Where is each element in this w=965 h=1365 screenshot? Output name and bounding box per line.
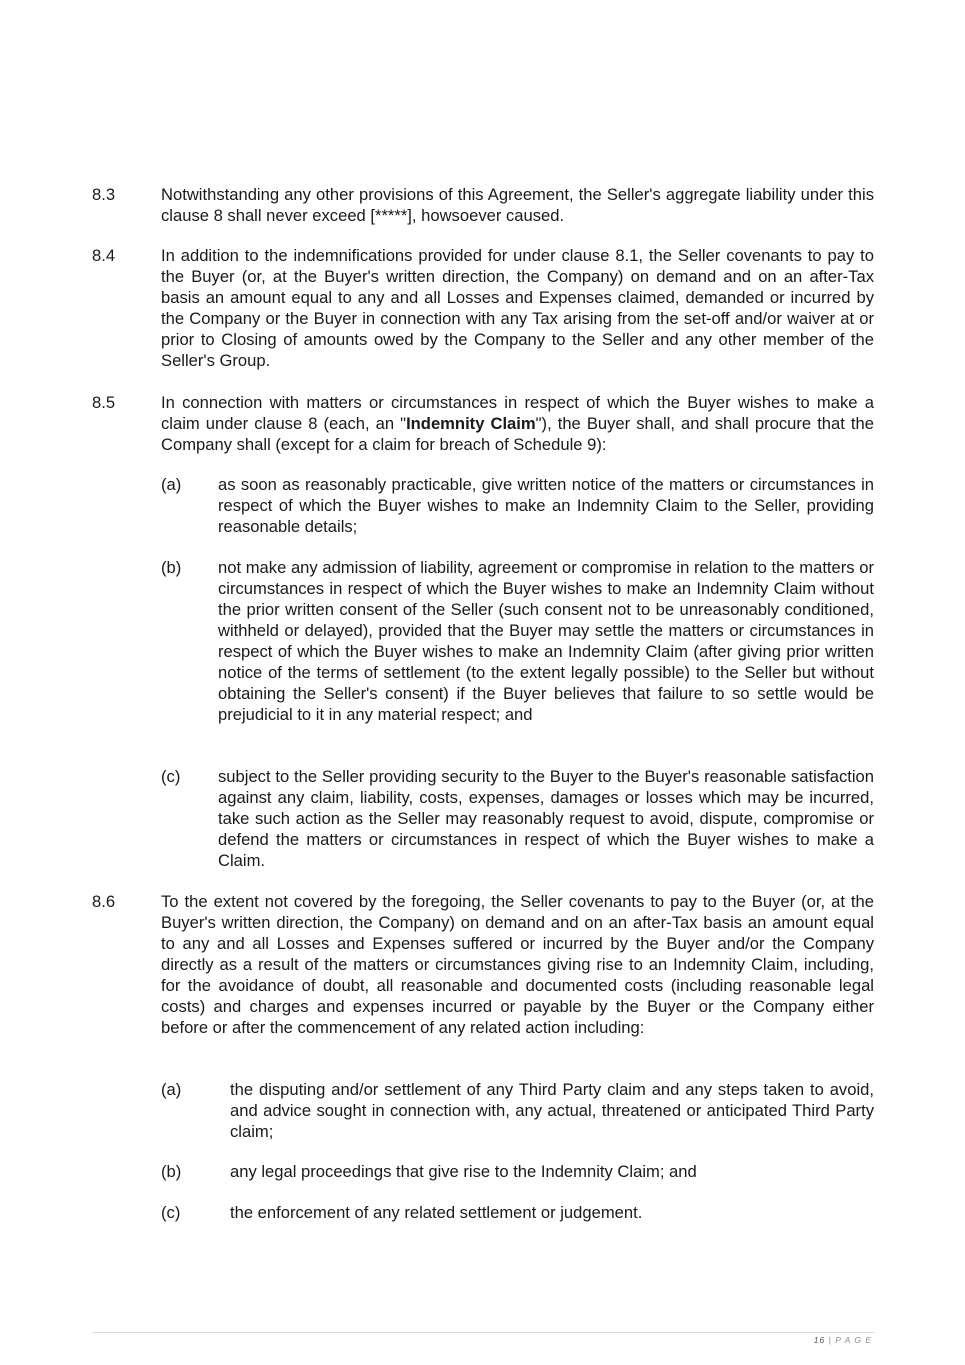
clause-text: In addition to the indemnifications provided for under clause 8.1, the Seller covenants to pay to the Buyer (or, at the Buyer's written direction, the Company) on demand and on an after-Tax basis an amount equal to any and all Losses and Expenses claimed, demanded or incurred by the Company or the Buyer in connection with any Tax arising from the set-off and/or waiver at or prior to Closing of amounts owed by the Company to the Seller and any other member of the Seller's Group. <box>161 246 874 370</box>
footer-separator: | <box>828 1335 832 1345</box>
clause-8-4 <box>92 245 874 371</box>
clause-8-5 <box>92 392 874 455</box>
clause-text <box>161 392 874 455</box>
item-letter: (c) <box>161 1203 181 1222</box>
item-letter: (b) <box>161 558 182 577</box>
clause-8-6-item-b <box>161 1161 874 1182</box>
item-text: not make any admission of liability, agreement or compromise in relation to the matters or circumstances in respect of which the Buyer wishes to make an Indemnity Claim without the prior written consent of the Seller (such consent not to be unreasonably conditioned, withheld or delayed), provided that the Buyer may settle the matters or circumstances in respect of which the Buyer wishes to make an Indemnity Claim (after giving prior written notice of the terms of settlement (to the extent legally possible) to the Seller but without obtaining the Seller's consent) if the Buyer believes that failure to so settle would be prejudicial to it in any material respect; and <box>218 558 874 724</box>
clause-number: 8.6 <box>92 892 116 911</box>
item-text: the disputing and/or settlement of any Third Party claim and any steps taken to avoid, and advice sought in connection with, any actual, threatened or anticipated Third Party claim; <box>230 1080 874 1141</box>
clause-number: 8.3 <box>92 185 116 204</box>
page-footer <box>814 1335 872 1345</box>
item-text: as soon as reasonably practicable, give written notice of the matters or circumstances in respect of which the Buyer wishes to make an Indemnity Claim to the Seller, providing reasonable details; <box>218 475 874 536</box>
item-text: the enforcement of any related settlement or judgement. <box>230 1203 643 1222</box>
page-number: 16 <box>813 1335 826 1345</box>
clause-text-before: In connection with matters or circumstances in respect of which the Buyer wishes to make a claim under clause 8 (each, an " <box>161 393 874 433</box>
item-text: subject to the Seller providing security to the Buyer to the Buyer's reasonable satisfaction against any claim, liability, costs, expenses, damages or losses which may be incurred, take such action as the Seller may reasonably request to avoid, dispute, compromise or defend the matters or circumstances in respect of which the Buyer wishes to make a Claim. <box>218 767 874 870</box>
clause-8-6 <box>92 891 874 1038</box>
item-letter: (a) <box>161 1080 182 1099</box>
clause-8-5-item-a <box>161 474 874 537</box>
clause-8-3 <box>92 184 874 226</box>
clause-text-after: "), the Buyer shall, and shall procure that the Company shall (except for a claim for breach of Schedule 9): <box>161 414 874 454</box>
footer-page-label: P A G E <box>835 1335 872 1345</box>
clause-8-6-item-a <box>161 1079 874 1142</box>
item-text: any legal proceedings that give rise to the Indemnity Claim; and <box>230 1162 697 1181</box>
clause-text: To the extent not covered by the foregoing, the Seller covenants to pay to the Buyer (or, at the Buyer's written direction, the Company) on demand and on an after-Tax basis an amount equal to any and all Losses and Expenses suffered or incurred by the Buyer and/or the Company directly as a result of the matters or circumstances giving rise to an Indemnity Claim, including, for the avoidance of doubt, all reasonable and documented costs (including reasonable legal costs) and charges and expenses incurred or payable by the Buyer or the Company either before or after the commencement of any related action including: <box>161 892 874 1037</box>
clause-8-6-item-c <box>161 1202 874 1223</box>
item-letter: (a) <box>161 475 182 494</box>
clause-8-5-item-b <box>161 557 874 725</box>
clause-8-5-item-c <box>161 766 874 871</box>
item-letter: (b) <box>161 1162 182 1181</box>
footer-divider <box>92 1332 874 1333</box>
item-letter: (c) <box>161 767 181 786</box>
clause-number: 8.4 <box>92 246 116 265</box>
defined-term-indemnity-claim: Indemnity Claim <box>406 414 536 433</box>
clause-number: 8.5 <box>92 393 116 412</box>
clause-text: Notwithstanding any other provisions of this Agreement, the Seller's aggregate liability under this clause 8 shall never exceed [*****], howsoever caused. <box>161 185 874 225</box>
